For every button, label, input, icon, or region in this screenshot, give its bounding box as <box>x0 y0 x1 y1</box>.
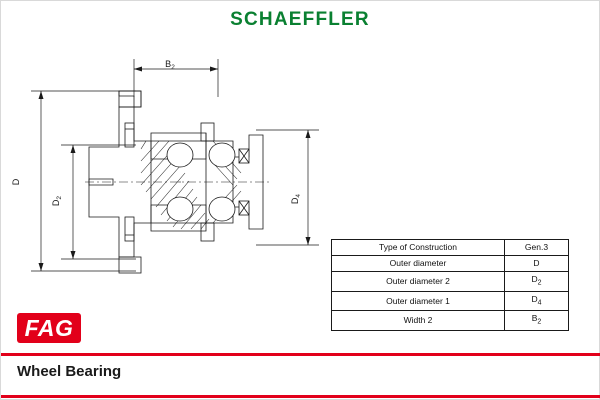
row-label: Width 2 <box>332 311 505 331</box>
specification-table <box>331 239 569 331</box>
table-row <box>332 311 569 331</box>
row-label: Outer diameter 1 <box>332 291 505 311</box>
row-label: Type of Construction <box>332 240 505 256</box>
row-label: Outer diameter 2 <box>332 272 505 292</box>
label-d-left: D <box>11 178 21 186</box>
dimension-b2 <box>134 59 218 97</box>
fag-logo: FAG <box>17 313 81 343</box>
label-d4-right: $D_4$ <box>290 193 302 205</box>
dimension-d4 <box>256 130 319 245</box>
row-value: $B_2$ <box>505 311 569 331</box>
table-row <box>332 291 569 311</box>
label-d2-left: $D_2$ <box>51 195 63 207</box>
table-row <box>332 256 569 272</box>
product-title: Wheel Bearing <box>17 363 122 380</box>
footer-divider-bottom <box>1 395 600 398</box>
row-value: $D_2$ <box>505 272 569 292</box>
schaeffler-brand-title: SCHAEFFLER <box>230 9 370 30</box>
row-value: Gen.3 <box>505 240 569 256</box>
table-row <box>332 272 569 292</box>
row-value: D <box>505 256 569 272</box>
dimension-d2 <box>61 145 136 259</box>
row-value: $D_4$ <box>505 291 569 311</box>
label-b2-top: $B_2$ <box>165 59 175 71</box>
table-row <box>332 240 569 256</box>
footer-divider-top <box>1 353 600 356</box>
dimension-d <box>31 91 136 271</box>
row-label: Outer diameter <box>332 256 505 272</box>
